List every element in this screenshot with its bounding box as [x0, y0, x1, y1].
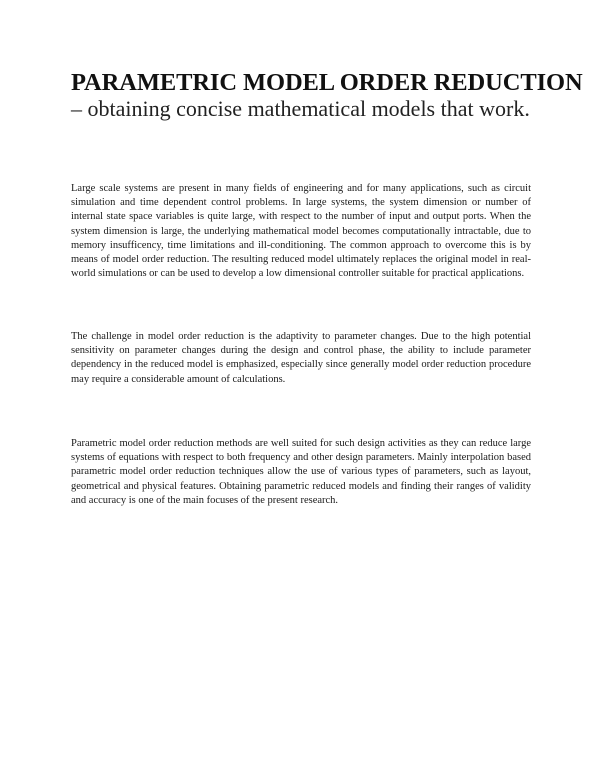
paragraph-challenge: The challenge in model order reduction is the adaptivity to parameter changes. Due to the high potential sensitivity on parameter changes during the design and control phase, the ability to include parameter dependency in the reduced model is emphasized, especially since generally model order reduction procedure may require a considerable amount of calculations. — [71, 331, 531, 385]
paragraph-methods: Parametric model order reduction methods are well suited for such design activities as they can reduce large systems of equations with respect to both frequency and other design parameters. Mainly interpolation based parametric model order reduction techniques allow the use of various types of parameters, such as layout, geometrical and physical features. Obtaining parametric reduced models and finding their ranges of validity and accuracy is one of the main focuses of the present research. — [71, 438, 531, 506]
page-title: PARAMETRIC MODEL ORDER REDUCTION — [71, 69, 583, 96]
paragraph-intro: Large scale systems are present in many fields of engineering and for many applications, such as circuit simulation and time dependent control problems. In large systems, the system dimension or number of internal state space variables is quite large, with respect to the number of input and output ports. When the system dimension is large, the underlying mathematical model becomes computationally intractable, due to memory insufficency, time limitations and ill-conditioning. The common approach to overcome this is by means of model order reduction. The resulting reduced model ultimately replaces the original model in real-world simulations or can be used to develop a low dimensional controller suitable for practical applications. — [71, 183, 531, 280]
page-subtitle: – obtaining concise mathematical models that work. — [71, 96, 530, 121]
